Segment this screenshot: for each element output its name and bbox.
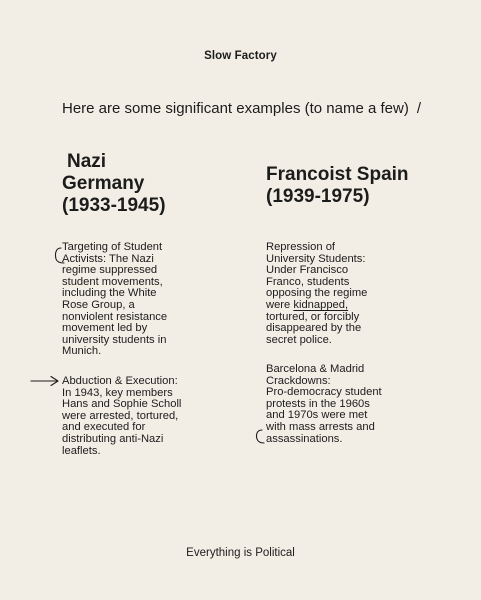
kidnapped-underlined-word: kidnapped,: [293, 298, 349, 311]
intro-line: [62, 100, 421, 117]
left-paragraph-abduction-execution: Abduction & Execution: In 1943, key members Hans and Sophie Scholl were arrested, tortured, and executed for distributing anti-Nazi leaflets.: [62, 375, 182, 457]
intro-slash: /: [416, 100, 421, 117]
right-paragraph-1-after: tortured, or forcibly disappeared by the secret police.: [266, 310, 362, 346]
left-title-line-3: (1933-1945): [62, 195, 166, 216]
right-paragraph-repression: [266, 242, 367, 346]
brand-name: Slow Factory: [204, 50, 277, 62]
right-title-line-2: (1939-1975): [266, 186, 370, 207]
right-paragraph-crackdowns: Barcelona & Madrid Crackdowns: Pro-democracy student protests in the 1960s and 1970s were met with mass arrests and assassinations.: [266, 363, 382, 445]
bracket-doodle-icon-2: [252, 428, 266, 446]
arrow-doodle-icon: [30, 375, 60, 387]
nazi-germany-title: [62, 151, 166, 217]
intro-text: Here are some significant examples (to name a few): [62, 100, 409, 117]
left-title-line-2: Germany: [62, 173, 145, 194]
left-paragraph-student-activists: Targeting of Student Activists: The Nazi regime suppressed student movements, including the White Rose Group, a nonviolent resistance movement led by university students in Munich.: [62, 241, 168, 358]
francoist-spain-title: [266, 164, 409, 208]
right-paragraph-1-before: Repression of University Students: Under Francisco Franco, students opposing the regime were: [266, 241, 368, 311]
left-title-line-1: Nazi: [67, 151, 107, 172]
footer-tagline: Everything is Political: [186, 547, 295, 559]
right-title-line-1: Francoist Spain: [266, 164, 409, 185]
